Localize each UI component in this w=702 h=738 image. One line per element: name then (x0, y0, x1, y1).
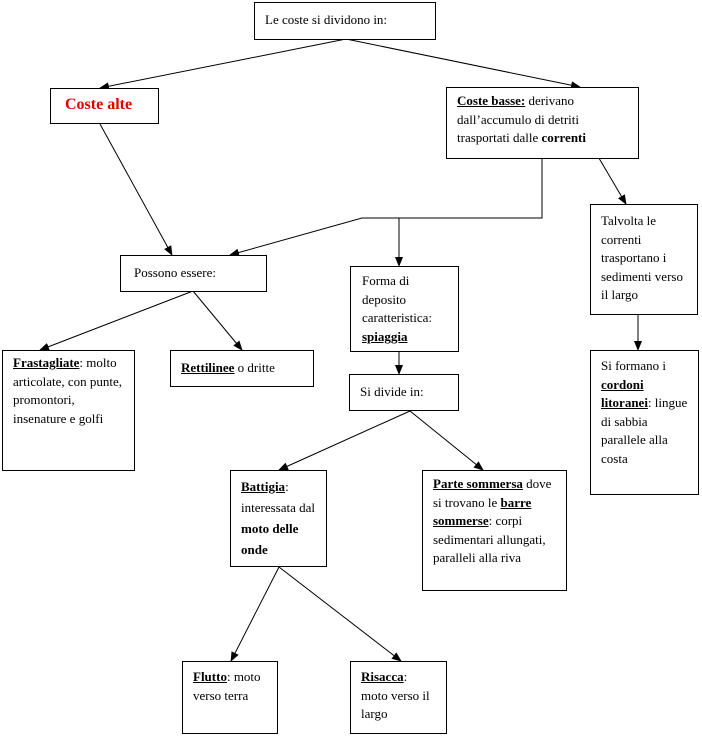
cordoni-node: Si formano i cordoni litoranei: lingue di sabbia parallele alla costa (590, 350, 699, 495)
coste-alte-title: Coste alte (65, 96, 133, 113)
cordoni-title: cordoni litoranei (601, 376, 648, 410)
arrow-coste-basse-to-possono (230, 159, 542, 255)
arrow-si-divide-to-battigia (279, 411, 410, 470)
frastagliate-title: Frastagliate (13, 355, 80, 370)
root-node: Le coste si dividono in: (254, 2, 436, 40)
spiaggia-title: spiaggia (362, 328, 408, 344)
arrow-si-divide-to-parte-sommersa (410, 411, 483, 470)
rettilinee-node: Rettilinee o dritte (170, 350, 314, 387)
parte-sommersa-title: Parte sommersa (433, 476, 523, 491)
parte-sommersa-node: Parte sommersa dove si trovano le barre sommerse: corpi sedimentari allungati, paralleli alla riva (422, 470, 567, 591)
arrow-coste-alte-to-possono (100, 124, 172, 255)
arrow-possono-to-frastagliate (40, 291, 193, 350)
arrow-root-to-coste-alte (100, 39, 346, 88)
barre-sommerse-title: barre sommerse (433, 494, 532, 528)
coste-alte-node (50, 88, 159, 124)
correnti-bold: correnti (541, 130, 586, 145)
si-divide-node: Si divide in: (349, 374, 459, 411)
risacca-node: Risacca: moto verso il largo (350, 661, 447, 734)
talvolta-node: Talvolta le correnti trasportano i sedimenti verso il largo (590, 204, 698, 315)
arrow-root-to-coste-basse (346, 39, 580, 87)
rettilinee-title: Rettilinee (181, 360, 235, 375)
moto-onde-bold: moto delle onde (241, 521, 299, 557)
arrow-possono-to-rettilinee (193, 291, 242, 350)
arrow-battigia-to-flutto (231, 567, 279, 661)
risacca-title: Risacca (361, 669, 404, 684)
battigia-title: Battigia (241, 479, 286, 494)
coste-basse-node: Coste basse: derivano dall’accumulo di detriti trasportati dalle correnti (446, 87, 639, 159)
battigia-node: Battigia: interessata dal moto delle onde (230, 470, 327, 567)
frastagliate-node: Frastagliate: molto articolate, con punte, promontori, insenature e golfi (2, 350, 135, 471)
forma-deposito-node: Forma di deposito caratteristica: spiaggia (350, 266, 459, 352)
flutto-node: Flutto: moto verso terra (182, 661, 278, 734)
arrow-battigia-to-risacca (279, 567, 401, 661)
possono-essere-node: Possono essere: (120, 255, 267, 292)
flutto-title: Flutto (193, 669, 227, 684)
coste-basse-title: Coste basse: (457, 93, 526, 108)
